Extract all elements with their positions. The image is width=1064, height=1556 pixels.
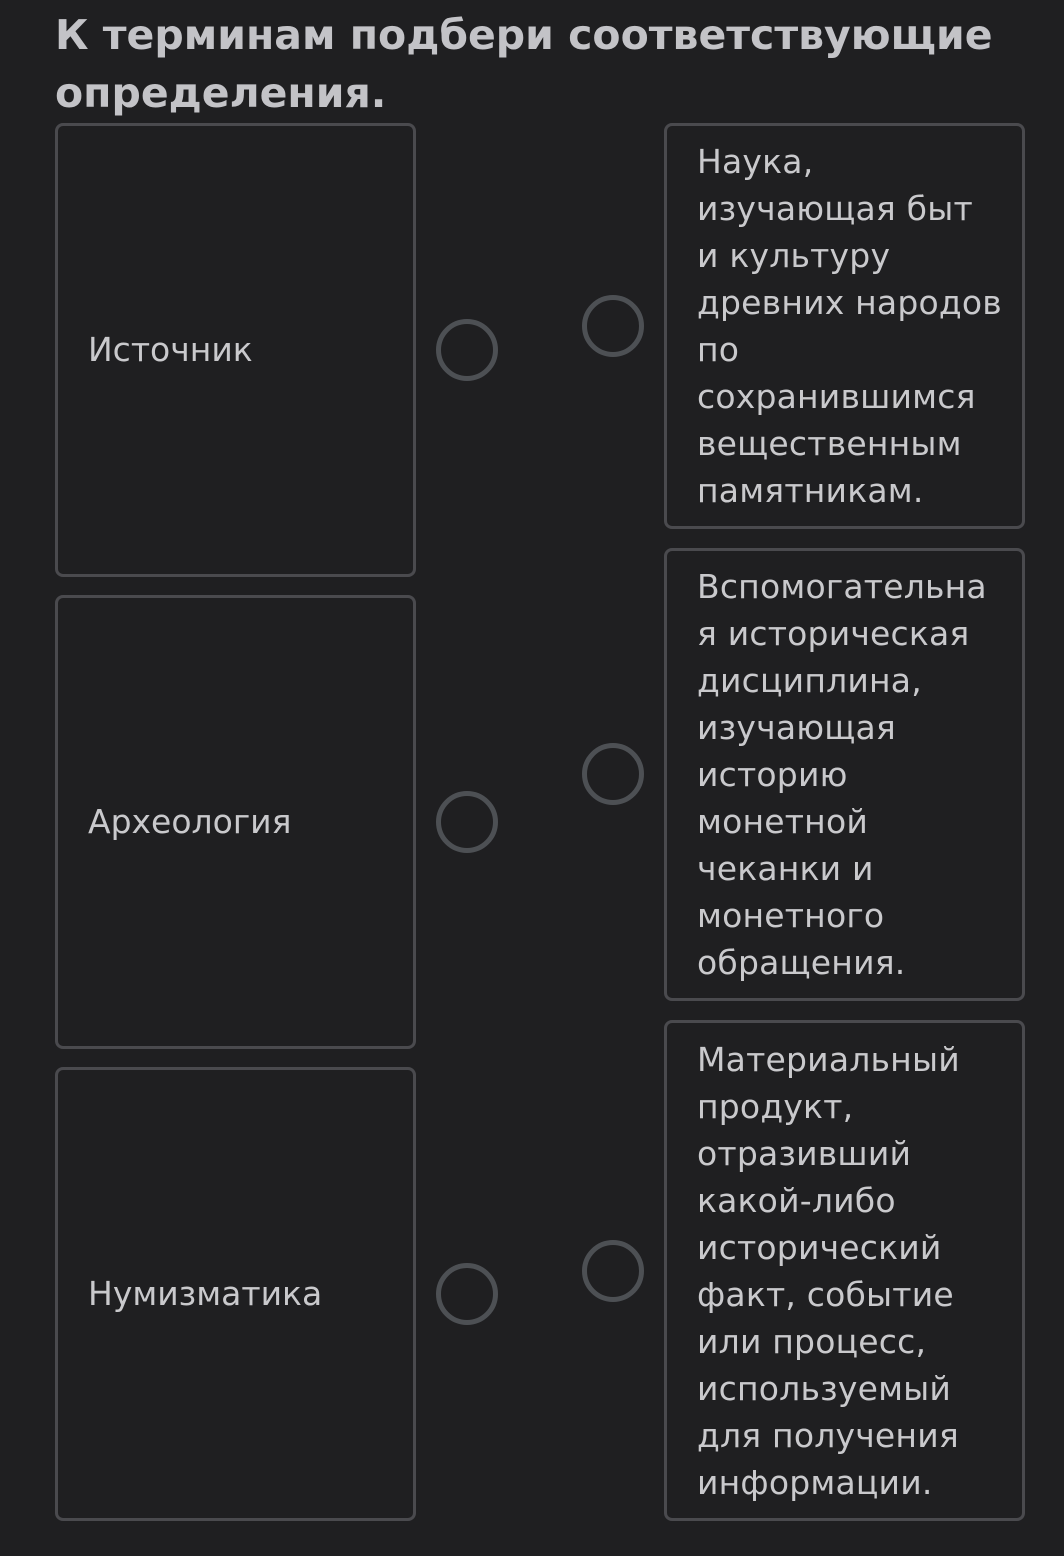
definition-card-2[interactable] [664, 548, 1025, 1001]
task-title: К терминам подбери соответствующие определения. [55, 11, 993, 117]
term-connector-handle-1[interactable] [436, 319, 498, 381]
term-card-source[interactable] [55, 123, 416, 577]
definition-card-3[interactable] [664, 1020, 1025, 1521]
term-label: Археология [88, 802, 292, 841]
definition-connector-handle-1[interactable] [582, 295, 644, 357]
term-label: Источник [88, 330, 253, 369]
definition-text: Наука, изучающая быт и культуру древних народов по сохранившимся вещественным памятникам. [697, 142, 1002, 510]
term-connector-handle-2[interactable] [436, 791, 498, 853]
term-connector-handle-3[interactable] [436, 1263, 498, 1325]
term-card-archaeology[interactable] [55, 595, 416, 1049]
definition-connector-handle-2[interactable] [582, 743, 644, 805]
term-label: Нумизматика [88, 1274, 323, 1313]
definition-card-1[interactable] [664, 123, 1025, 529]
definition-text: Материальный продукт, отразивший какой-либо исторический факт, событие или процесс, используемый для получения информации. [697, 1039, 960, 1502]
term-card-numismatics[interactable] [55, 1067, 416, 1521]
definition-text: Вспомогательна я историческая дисциплина, изучающая историю монетной чеканки и монетного обращения. [697, 567, 987, 982]
definition-connector-handle-3[interactable] [582, 1240, 644, 1302]
